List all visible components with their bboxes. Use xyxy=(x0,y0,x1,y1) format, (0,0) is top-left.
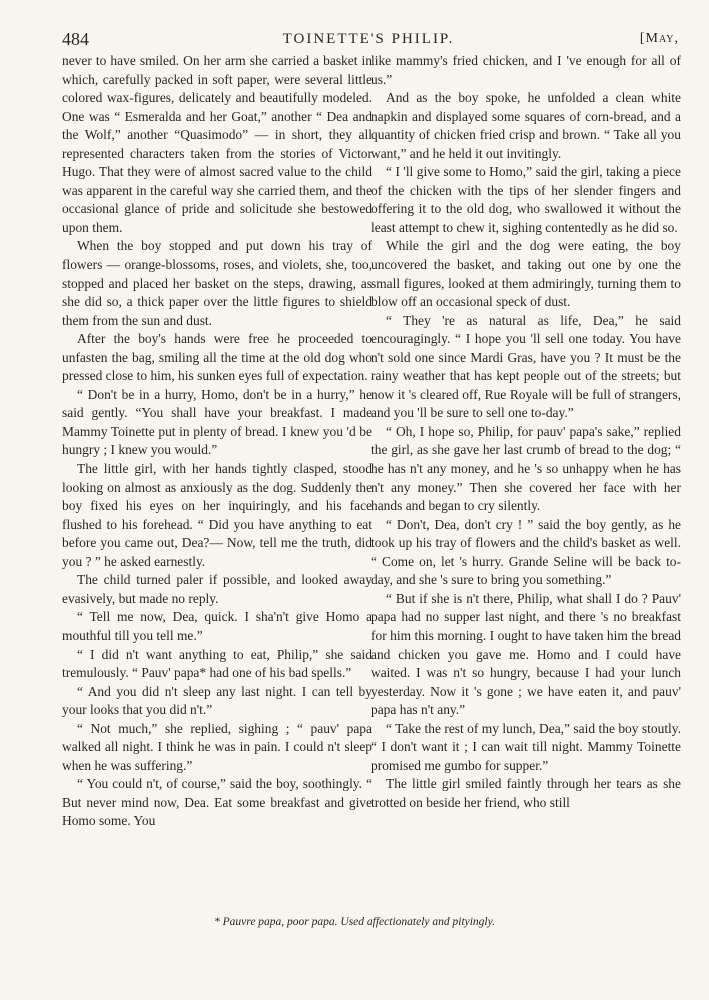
paragraph: The child turned paler if possible, and looked away evasively, but made no reply. xyxy=(62,572,372,606)
footnote: * Pauvre papa, poor papa. Used affectionately and pityingly. xyxy=(214,916,495,928)
paragraph: “ They 're as natural as life, Dea,” he said encouragingly. “ I hope you 'll sell one today. You have n't sold one since Mardi Gras, have you ? It must be the rainy weather that has kept people out of the streets; but now it 's cleared off, Rue Royale will be full of strangers, and you 'll be sure to sell one to-day.” xyxy=(371,312,681,421)
paragraph: And as the boy spoke, he unfolded a clean white napkin and displayed some squares of corn-bread, and a quantity of chicken fried crisp and brown. “ Take all you want,” and he held it out invitingly. xyxy=(371,90,681,161)
page-number: 484 xyxy=(62,29,89,49)
running-title: TOINETTE'S PHILIP. xyxy=(282,31,455,47)
right-column xyxy=(371,52,681,812)
paragraph: “ Don't be in a hurry, Homo, don't be in a hurry,” he said gently. “You shall have your breakfast. I made Mammy Toinette put in plenty of bread. I knew you 'd be hungry ; I knew you would.” xyxy=(62,386,372,458)
paragraph: “ Don't, Dea, don't cry ! ” said the boy gently, as he took up his tray of flowers and the child's basket as well. “ Come on, let 's hurry. Grande Seline will be back to-day, and she 's sure to bring you something.” xyxy=(371,516,681,588)
paragraph: “ Oh, I hope so, Philip, for pauv' papa's sake,” replied the girl, as she gave her last crumb of bread to the dog; “ he has n't any money, and he 's so unhappy when he has n't any money.” Then she covered her face with her hands and began to cry silently. xyxy=(371,423,681,514)
paragraph: “ Take the rest of my lunch, Dea,” said the boy stoutly. “ I don't want it ; I can wait till night. Mammy Toinette promised me gumbo for supper.” xyxy=(371,720,681,773)
paragraph: never to have smiled. On her arm she carried a basket in which, carefully packed in soft paper, were several little colored wax-figures, delicately and beautifully modeled. One was “ Esmeralda and her Goat,” another “ Dea and the Wolf,” another “Quasimodo” — in short, they all represented characters taken from the stories of Victor Hugo. That they were of almost sacred value to the child was apparent in the careful way she carried them, and the occasional glance of pride and solicitude she bestowed upon them. xyxy=(62,53,372,235)
paragraph: When the boy stopped and put down his tray of flowers — orange-blossoms, roses, and violets, she, too, stopped and placed her basket on the steps, drawing, as she did so, a thick paper over the little figures to shield them from the sun and dust. xyxy=(62,238,372,328)
paragraph: “ I did n't want anything to eat, Philip,” she said tremulously. “ Pauv' papa* had one of his bad spells.” xyxy=(62,646,372,681)
page-header xyxy=(58,29,679,51)
paragraph: “ Tell me now, Dea, quick. I sha'n't give Homo a mouthful till you tell me.” xyxy=(62,609,372,643)
paragraph: “ And you did n't sleep any last night. I can tell by your looks that you did n't.” xyxy=(62,683,372,718)
paragraph: “ I 'll give some to Homo,” said the girl, taking a piece of the chicken with the tips of her slender fingers and offering it to the old dog, who swallowed it without the least attempt to chew it, sighing contentedly as he did so. xyxy=(371,164,681,235)
left-column xyxy=(62,52,372,831)
paragraph: “ Not much,” she replied, sighing ; “ pauv' papa walked all night. I think he was in pain. I could n't sleep when he was suffering.” xyxy=(62,720,372,773)
paragraph: After the boy's hands were free he proceeded to unfasten the bag, smiling all the time at the old dog who pressed close to him, his sunken eyes full of expectation. xyxy=(62,331,372,384)
paragraph: The little girl, with her hands tightly clasped, stood looking on almost as anxiously as the dog. Suddenly the boy fixed his eyes on her inquiringly, and his face flushed to his forehead. “ Did you have anything to eat before you came out, Dea?— Now, tell me the truth, did you ? ” he asked earnestly. xyxy=(62,461,372,569)
paragraph: “ But if she is n't there, Philip, what shall I do ? Pauv' papa had no supper last night, and there 's no breakfast for him this morning. I ought to have taken him the bread and chicken you gave me. Homo and I could have waited. I was n't so hungry, because I had your lunch yesterday. Now it 's gone ; we have eaten it, and pauv' papa has n't any.” xyxy=(371,590,681,718)
paragraph: While the girl and the dog were eating, the boy uncovered the basket, and taking out one by one the small figures, looked at them admiringly, turning them to blow off an occasional speck of dust. xyxy=(371,238,681,310)
paragraph: “ You could n't, of course,” said the boy, soothingly. “ But never mind now, Dea. Eat some breakfast and give Homo some. You xyxy=(62,776,372,829)
paragraph: The little girl smiled faintly through her tears as she trotted on beside her friend, who still xyxy=(371,776,681,810)
paragraph: like mammy's fried chicken, and I 've enough for all of us.” xyxy=(371,53,681,87)
issue-label: [May, xyxy=(639,31,679,46)
